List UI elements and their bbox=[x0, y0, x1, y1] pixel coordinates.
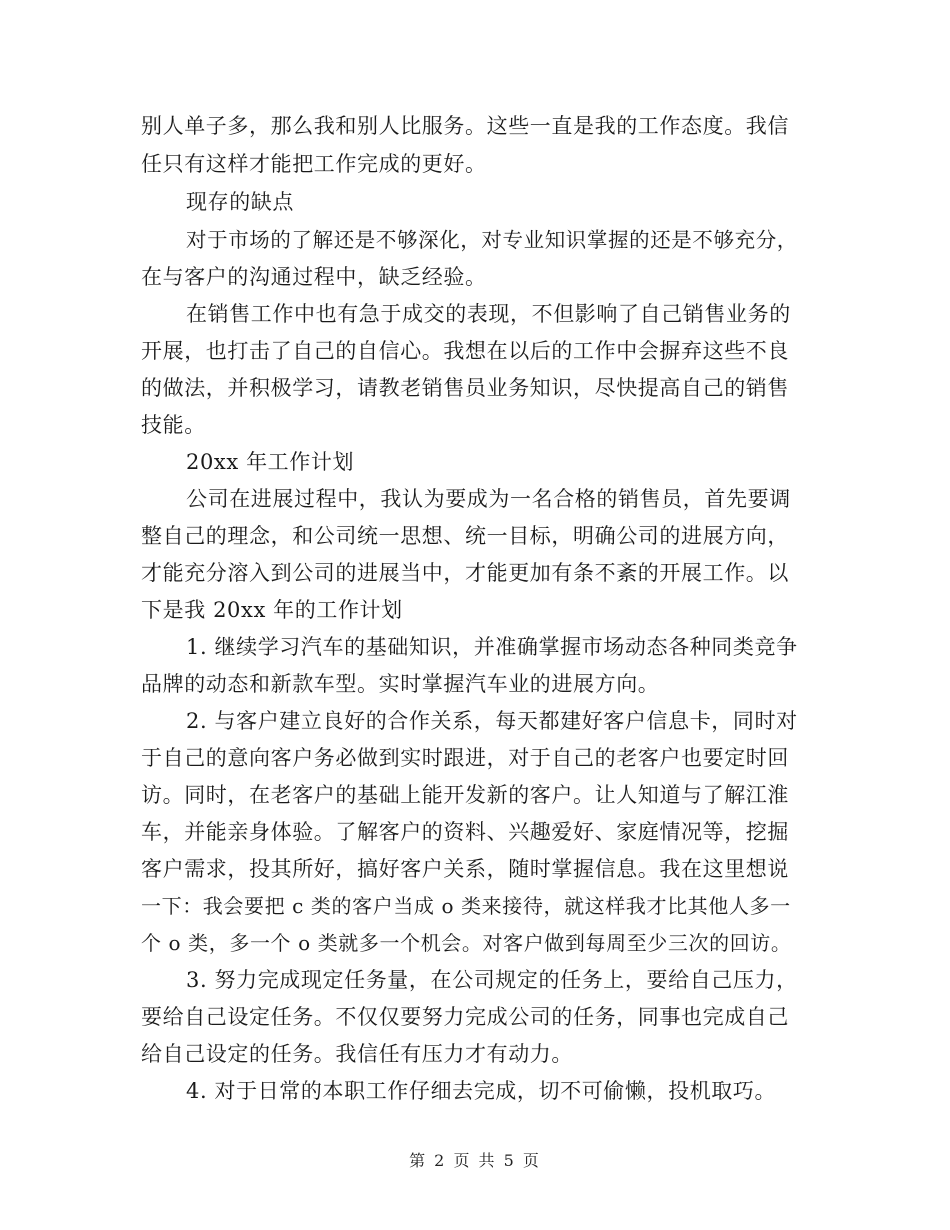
section-heading: 20xx 年工作计划 bbox=[186, 450, 355, 474]
section-heading: 现存的缺点 bbox=[186, 190, 294, 214]
text-line: 任只有这样才能把工作完成的更好。 bbox=[141, 152, 487, 176]
text-line: 4. 对于日常的本职工作仔细去完成，切不可偷懒，投机取巧。 bbox=[186, 1079, 777, 1103]
text-line: 客户需求，投其所好，搞好客户关系，随时掌握信息。我在这里想说 bbox=[141, 857, 789, 881]
text-line: 访。同时，在老客户的基础上能开发新的客户。让人知道与了解江淮 bbox=[141, 783, 789, 807]
text-line: 个 o 类，多一个 o 类就多一个机会。对客户做到每周至少三次的回访。 bbox=[141, 931, 792, 955]
text-line: 在销售工作中也有急于成交的表现，不但影响了自己销售业务的 bbox=[186, 302, 791, 326]
text-line: 开展，也打击了自己的自信心。我想在以后的工作中会摒弃这些不良 bbox=[141, 339, 789, 363]
text-line: 给自己设定的任务。我信任有压力才有动力。 bbox=[141, 1042, 573, 1066]
page-number-footer: 第 2 页 共 5 页 bbox=[409, 1151, 541, 1170]
text-line: 的做法，并积极学习，请教老销售员业务知识，尽快提高自己的销售 bbox=[141, 376, 789, 400]
text-line: 公司在进展过程中，我认为要成为一名合格的销售员，首先要调 bbox=[186, 487, 791, 511]
text-line: 要给自己设定任务。不仅仅要努力完成公司的任务，同事也完成自己 bbox=[141, 1005, 789, 1029]
text-line: 整自己的理念，和公司统一思想、统一目标，明确公司的进展方向， bbox=[141, 524, 789, 548]
text-line: 3. 努力完成现定任务量，在公司规定的任务上，要给自己压力， bbox=[186, 968, 798, 992]
text-line: 车，并能亲身体验。了解客户的资料、兴趣爱好、家庭情况等，挖掘 bbox=[141, 820, 789, 844]
text-line: 于自己的意向客户务必做到实时跟进，对于自己的老客户也要定时回 bbox=[141, 746, 789, 770]
text-line: 别人单子多，那么我和别人比服务。这些一直是我的工作态度。我信 bbox=[141, 114, 789, 138]
text-line: 在与客户的沟通过程中，缺乏经验。 bbox=[141, 265, 487, 289]
text-line: 品牌的动态和新款车型。实时掌握汽车业的进展方向。 bbox=[141, 672, 660, 696]
text-line: 对于市场的了解还是不够深化，对专业知识掌握的还是不够充分， bbox=[186, 228, 798, 252]
text-line: 2. 与客户建立良好的合作关系，每天都建好客户信息卡，同时对 bbox=[186, 709, 798, 733]
text-line: 1. 继续学习汽车的基础知识，并准确掌握市场动态各种同类竞争 bbox=[186, 635, 798, 659]
text-line: 一下：我会要把 c 类的客户当成 o 类来接待，就这样我才比其他人多一 bbox=[141, 894, 791, 918]
text-line: 才能充分溶入到公司的进展当中，才能更加有条不紊的开展工作。以 bbox=[141, 561, 789, 585]
text-line: 技能。 bbox=[141, 413, 206, 437]
text-line: 下是我 20xx 年的工作计划 bbox=[141, 598, 403, 622]
